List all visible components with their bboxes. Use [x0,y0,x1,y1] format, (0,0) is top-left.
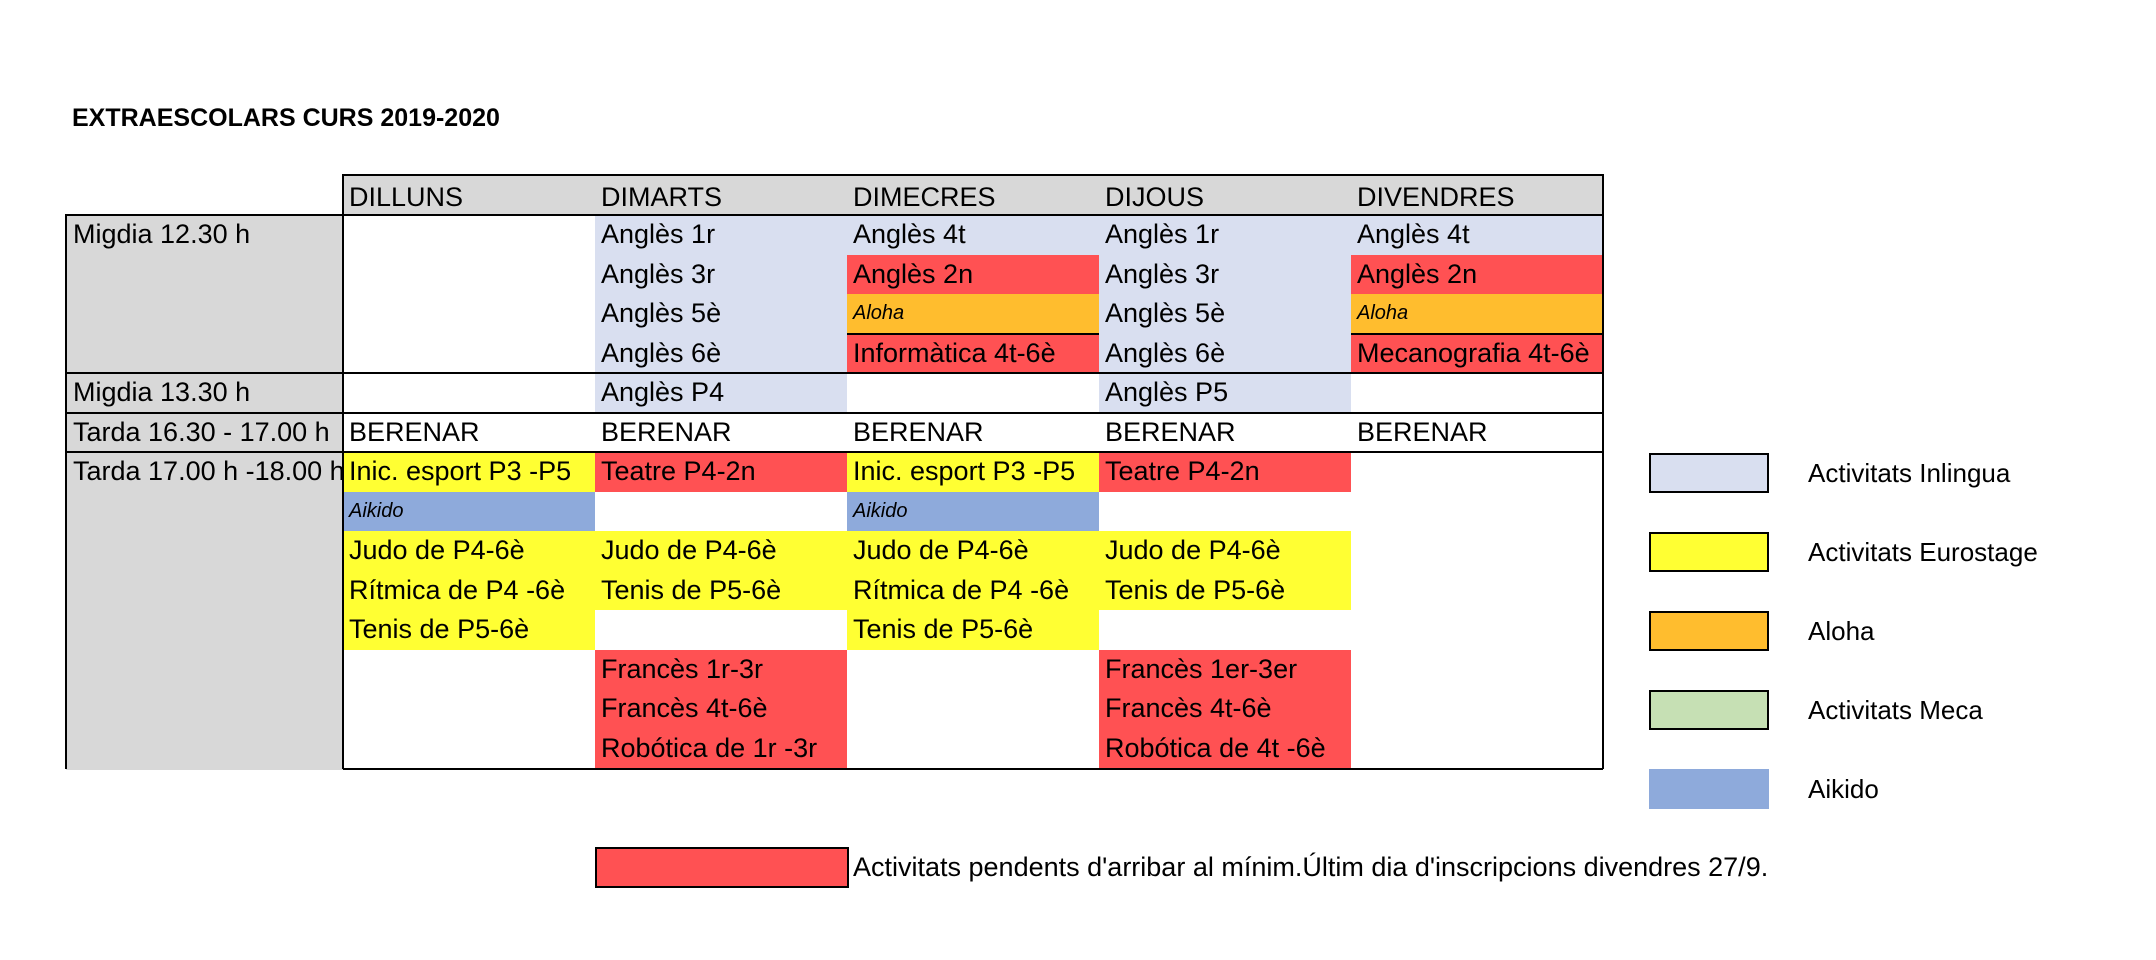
time-slot-label: Tarda 17.00 h -18.00 h [73,456,345,486]
activity-cell: Anglès 3r [595,255,847,295]
table-border [65,214,67,769]
day-header: DILLUNS [349,182,464,212]
activity-cell: Anglès 1r [1099,215,1351,255]
activity-cell: BERENAR [853,416,984,447]
page-title: EXTRAESCOLARS CURS 2019-2020 [72,104,500,132]
activity-cell: Anglès 6è [595,334,847,374]
table-border [343,174,1603,176]
time-slot-label: Migdia 12.30 h [73,219,251,249]
activity-cell: Robótica de 4t -6è [1099,729,1351,769]
activity-cell: Francès 4t-6è [595,689,847,729]
activity-cell: BERENAR [601,416,732,447]
footnote-text: Activitats pendents d'arribar al mínim.Últim dia d'inscripcions divendres 27/9. [853,852,1769,882]
activity-cell: BERENAR [349,416,480,447]
day-header: DIJOUS [1105,182,1205,212]
activity-cell: Rítmica de P4 -6è [847,571,1099,611]
activity-cell: Tenis de P5-6è [343,610,595,650]
activity-cell: Anglès 4t [1351,215,1603,255]
activity-cell: Judo de P4-6è [595,531,847,571]
activity-cell: BERENAR [1357,416,1488,447]
activity-cell: Aloha [1351,294,1603,334]
day-header: DIMECRES [853,182,996,212]
activity-cell: Anglès 5è [595,294,847,334]
activity-cell: Tenis de P5-6è [1099,571,1351,611]
activity-cell: Judo de P4-6è [847,531,1099,571]
activity-cell: Aikido [343,492,595,532]
table-border [343,768,1603,770]
activity-cell: Anglès 4t [847,215,1099,255]
activity-cell: Rítmica de P4 -6è [343,571,595,611]
legend-swatch [1649,532,1769,572]
activity-cell: Francès 1r-3r [595,650,847,690]
legend-label: Activitats Eurostage [1808,537,2038,567]
activity-cell: Anglès 1r [595,215,847,255]
activity-cell: Francès 4t-6è [1099,689,1351,729]
activity-cell: Anglès P5 [1099,373,1351,413]
activity-cell: Anglès 6è [1099,334,1351,374]
activity-cell: Inic. esport P3 -P5 [343,452,595,492]
activity-cell: Judo de P4-6è [343,531,595,571]
activity-cell: Francès 1er-3er [1099,650,1351,690]
activity-cell: Judo de P4-6è [1099,531,1351,571]
activity-cell: Anglès 3r [1099,255,1351,295]
activity-cell: BERENAR [1105,416,1236,447]
activity-cell: Inic. esport P3 -P5 [847,452,1099,492]
legend-swatch [1649,769,1769,809]
day-header: DIMARTS [601,182,723,212]
activity-cell: Informàtica 4t-6è [847,334,1099,374]
time-label-band [66,215,343,770]
time-slot-label: Tarda 16.30 - 17.00 h [73,416,330,447]
legend-label: Activitats Meca [1808,695,1983,725]
activity-cell: Anglès 2n [847,255,1099,295]
legend-swatch [1649,611,1769,651]
activity-cell: Robótica de 1r -3r [595,729,847,769]
day-header: DIVENDRES [1357,182,1515,212]
cell-divider [847,333,1099,335]
activity-cell: Teatre P4-2n [1099,452,1351,492]
table-border [1602,174,1604,769]
activity-cell: Mecanografia 4t-6è [1351,334,1603,374]
activity-cell: Tenis de P5-6è [595,571,847,611]
cell-divider [1351,333,1603,335]
activity-cell: Aloha [847,294,1099,334]
legend-label: Activitats Inlingua [1808,458,2011,488]
footnote-color-swatch [595,847,849,888]
activity-cell: Anglès P4 [595,373,847,413]
legend-label: Aikido [1808,774,1879,804]
activity-cell: Tenis de P5-6è [847,610,1099,650]
activity-cell: Anglès 5è [1099,294,1351,334]
activity-cell: Teatre P4-2n [595,452,847,492]
legend-swatch [1649,690,1769,730]
activity-cell: Aikido [847,492,1099,532]
activity-cell: Anglès 2n [1351,255,1603,295]
legend-label: Aloha [1808,616,1875,646]
legend-swatch [1649,453,1769,493]
time-slot-label: Migdia 13.30 h [73,377,251,407]
